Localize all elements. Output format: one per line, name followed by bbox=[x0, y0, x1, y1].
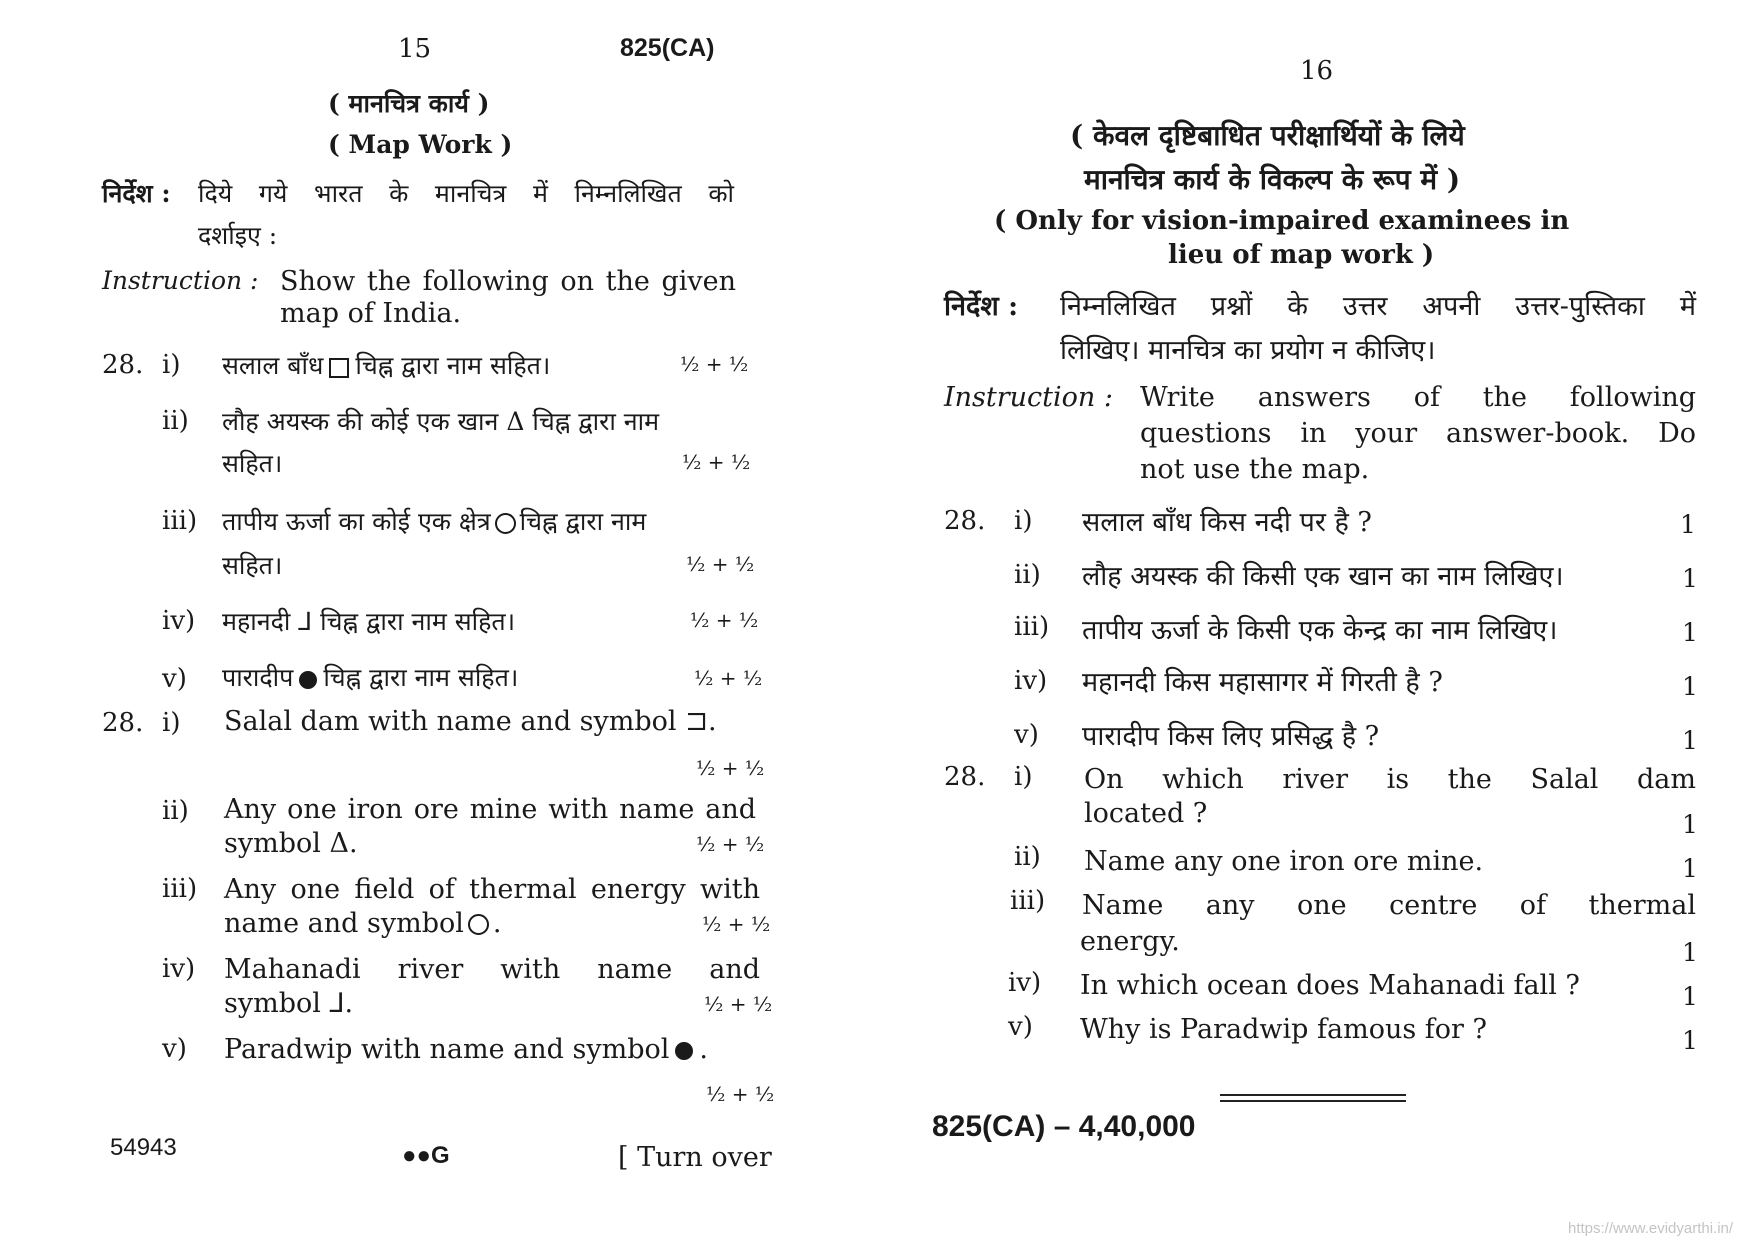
item-text: Paradwip with name and symbol bbox=[224, 1034, 670, 1065]
nirdesh-label: निर्देश : bbox=[944, 291, 1019, 322]
marks: ½ + ½ bbox=[704, 992, 773, 1016]
item-number: i) bbox=[1014, 506, 1033, 536]
filled-dot-symbol-icon bbox=[299, 671, 317, 689]
item-number: iii) bbox=[162, 874, 198, 904]
question-number: 28. bbox=[944, 506, 986, 536]
triangle-symbol-icon: Δ bbox=[506, 407, 525, 436]
paper-code: 825(CA) bbox=[620, 34, 715, 62]
square-symbol-icon bbox=[329, 358, 349, 378]
marks: ½ + ½ bbox=[696, 832, 765, 856]
hindi-item-2 bbox=[222, 404, 659, 438]
question-number: 28. bbox=[944, 762, 986, 792]
river-symbol-icon: ⅃ bbox=[298, 607, 313, 636]
marks: ½ + ½ bbox=[706, 1082, 775, 1106]
item-text: चिह्न द्वारा नाम सहित। bbox=[355, 351, 551, 380]
item-text: सलाल बाँध bbox=[222, 351, 324, 380]
english-question-3: Name any one centre of thermal bbox=[1082, 890, 1696, 921]
mark: 1 bbox=[1682, 618, 1698, 647]
item-number: iii) bbox=[1010, 886, 1046, 916]
marks: ½ + ½ bbox=[680, 352, 749, 376]
hindi-question-2: लौह अयस्क की किसी एक खान का नाम लिखिए। bbox=[1082, 561, 1564, 592]
english-item-2-line2: symbol Δ. bbox=[224, 828, 358, 859]
marks: ½ + ½ bbox=[682, 450, 751, 474]
mark: 1 bbox=[1682, 938, 1698, 967]
question-number: 28. bbox=[102, 708, 144, 738]
end-rule bbox=[1220, 1094, 1406, 1096]
nirdesh-text-line2: दर्शाइए : bbox=[198, 221, 278, 250]
item-number: iii) bbox=[162, 506, 198, 536]
section-title-hindi: ( मानचित्र कार्य ) bbox=[328, 89, 490, 118]
item-number: iv) bbox=[1014, 666, 1048, 696]
nirdesh-text-line2: लिखिए। मानचित्र का प्रयोग न कीजिए। bbox=[1060, 335, 1436, 366]
item-number: iv) bbox=[162, 606, 196, 636]
item-number: iv) bbox=[1008, 968, 1042, 998]
hindi-question-5: पारादीप किस लिए प्रसिद्ध है ? bbox=[1082, 721, 1380, 752]
item-text: महानदी bbox=[222, 607, 291, 636]
instruction-text-line2: map of India. bbox=[280, 298, 462, 329]
nirdesh-label: निर्देश : bbox=[102, 179, 171, 208]
item-text: तापीय ऊर्जा का कोई एक क्षेत्र bbox=[222, 507, 491, 536]
item-number: i) bbox=[162, 708, 181, 738]
section-title-english: ( Map Work ) bbox=[328, 130, 513, 159]
item-text: लौह अयस्क की कोई एक खान bbox=[222, 407, 499, 436]
item-number: ii) bbox=[162, 796, 189, 826]
english-question-4: In which ocean does Mahanadi fall ? bbox=[1080, 970, 1580, 1001]
end-rule bbox=[1220, 1100, 1406, 1102]
hindi-question-3: तापीय ऊर्जा के किसी एक केन्द्र का नाम लिखिए। bbox=[1082, 615, 1558, 646]
english-question-1-line2: located ? bbox=[1084, 798, 1208, 829]
item-number: i) bbox=[162, 350, 181, 380]
item-number: ii) bbox=[162, 406, 189, 436]
instruction-label: Instruction : bbox=[944, 382, 1113, 413]
english-item-4: Mahanadi river with name and bbox=[224, 954, 760, 985]
item-text: चिह्न द्वारा नाम सहित। bbox=[320, 607, 516, 636]
question-number: 28. bbox=[102, 350, 144, 380]
watermark: https://www.evidyarthi.in/ bbox=[1568, 1220, 1734, 1237]
instruction-text-line3: not use the map. bbox=[1140, 454, 1370, 485]
item-number: i) bbox=[1014, 762, 1033, 792]
hindi-item-2-line2: सहित। bbox=[222, 449, 283, 478]
hindi-item-1 bbox=[222, 348, 550, 382]
turn-over-note: [ Turn over bbox=[618, 1142, 772, 1173]
marks: ½ + ½ bbox=[690, 608, 759, 632]
instruction-text-line2: questions in your answer-book. Do bbox=[1140, 418, 1696, 449]
mark: 1 bbox=[1682, 564, 1698, 593]
item-number: ii) bbox=[1014, 560, 1041, 590]
section-title-hindi-line2: मानचित्र कार्य के विकल्प के रूप में ) bbox=[1084, 163, 1461, 196]
item-number: v) bbox=[1008, 1012, 1033, 1042]
item-text: name and symbol bbox=[224, 908, 464, 939]
hindi-item-5 bbox=[222, 660, 518, 694]
english-question-5: Why is Paradwip famous for ? bbox=[1080, 1014, 1487, 1045]
english-item-3-line2: name and symbol . bbox=[224, 908, 502, 939]
english-question-2: Name any one iron ore mine. bbox=[1084, 846, 1484, 877]
nirdesh-text: दिये गये भारत के मानचित्र में निम्नलिखित को bbox=[198, 179, 734, 208]
hindi-question-4: महानदी किस महासागर में गिरती है ? bbox=[1082, 667, 1443, 698]
page-number: 16 bbox=[1300, 56, 1334, 86]
mark: 1 bbox=[1682, 854, 1698, 883]
mark: 1 bbox=[1680, 510, 1696, 539]
marks: ½ + ½ bbox=[702, 912, 771, 936]
item-number: iv) bbox=[162, 954, 196, 984]
marks: ½ + ½ bbox=[696, 756, 765, 780]
item-text: चिह्न द्वारा नाम bbox=[519, 507, 647, 536]
section-title-hindi: ( केवल दृष्टिबाधित परीक्षार्थियों के लिये bbox=[1070, 119, 1465, 152]
item-text: पारादीप bbox=[222, 663, 294, 692]
marks: ½ + ½ bbox=[686, 552, 755, 576]
instruction-text: Write answers of the following bbox=[1140, 382, 1696, 413]
english-item-5: Paradwip with name and symbol . bbox=[224, 1034, 709, 1065]
print-code: 825(CA) – 4,40,000 bbox=[932, 1110, 1196, 1143]
english-question-3-line2: energy. bbox=[1080, 926, 1180, 957]
section-title-english: ( Only for vision-impaired examinees in bbox=[994, 206, 1570, 236]
hindi-item-3-line2: सहित। bbox=[222, 551, 283, 580]
hindi-item-3 bbox=[222, 504, 646, 538]
paper-serial: 54943 bbox=[110, 1134, 177, 1161]
item-number: v) bbox=[162, 1034, 187, 1064]
english-question-1: On which river is the Salal dam bbox=[1084, 764, 1696, 795]
mark: 1 bbox=[1682, 726, 1698, 755]
instruction-label: Instruction : bbox=[102, 266, 259, 295]
item-text: चिह्न द्वारा नाम सहित। bbox=[323, 663, 519, 692]
english-item-4-line2: symbol ⅃. bbox=[224, 988, 354, 1019]
item-number: iii) bbox=[1014, 612, 1050, 642]
mark: 1 bbox=[1682, 672, 1698, 701]
circle-symbol-icon bbox=[495, 513, 516, 534]
section-title-english-line2: lieu of map work ) bbox=[1168, 240, 1435, 270]
hindi-question-1: सलाल बाँध किस नदी पर है ? bbox=[1082, 507, 1372, 538]
item-number: v) bbox=[162, 664, 187, 694]
instruction-text: Show the following on the given bbox=[280, 266, 736, 297]
paper-set-code: ●●G bbox=[402, 1142, 450, 1169]
mark: 1 bbox=[1682, 982, 1698, 1011]
mark: 1 bbox=[1682, 1026, 1698, 1055]
english-item-1: Salal dam with name and symbol ⊐. bbox=[224, 706, 717, 737]
mark: 1 bbox=[1682, 810, 1698, 839]
page-number: 15 bbox=[398, 34, 432, 64]
item-text: चिह्न द्वारा नाम bbox=[532, 407, 660, 436]
hindi-item-4 bbox=[222, 604, 515, 638]
item-number: v) bbox=[1014, 720, 1039, 750]
english-item-3: Any one field of thermal energy with bbox=[224, 874, 760, 905]
nirdesh-text: निम्नलिखित प्रश्नों के उत्तर अपनी उत्तर-पुस्तिका में bbox=[1060, 291, 1696, 322]
item-number: ii) bbox=[1014, 842, 1041, 872]
english-item-2: Any one iron ore mine with name and bbox=[224, 794, 756, 825]
filled-dot-symbol-icon bbox=[675, 1042, 693, 1060]
circle-symbol-icon bbox=[468, 914, 489, 935]
marks: ½ + ½ bbox=[694, 666, 763, 690]
